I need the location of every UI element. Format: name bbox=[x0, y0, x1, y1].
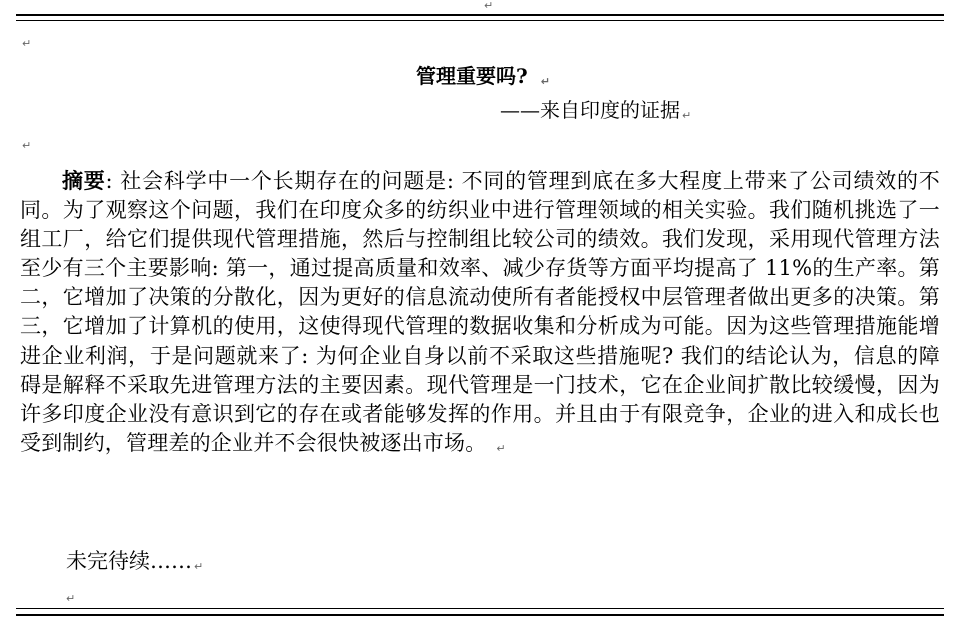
document-subtitle bbox=[500, 98, 692, 122]
closing-text: 未完待续…… bbox=[66, 549, 192, 573]
paragraph-mark: ↵ bbox=[66, 592, 76, 605]
abstract-label: 摘要 bbox=[62, 168, 106, 193]
paragraph-mark: ↵ bbox=[194, 560, 204, 573]
paragraph-mark: ↵ bbox=[682, 109, 692, 122]
bottom-rule-thick bbox=[16, 614, 944, 616]
paragraph-mark: ↵ bbox=[484, 0, 494, 12]
closing-line bbox=[66, 549, 204, 573]
title-text: 管理重要吗? bbox=[416, 64, 528, 88]
abstract-colon: : bbox=[105, 169, 113, 193]
abstract-paragraph bbox=[20, 166, 940, 458]
paragraph-mark: ↵ bbox=[540, 75, 550, 88]
document-title bbox=[0, 64, 960, 88]
subtitle-text: ——来自印度的证据 bbox=[500, 98, 680, 122]
top-rule-thick bbox=[16, 14, 944, 16]
top-rule-thin bbox=[16, 20, 944, 21]
paragraph-mark: ↵ bbox=[496, 441, 506, 455]
paragraph-mark: ↵ bbox=[22, 37, 32, 50]
bottom-rule-thin bbox=[16, 608, 944, 609]
abstract-text: 社会科学中一个长期存在的问题是: 不同的管理到底在多大程度上带来了公司绩效的不同。为了观察这个问题，我们在印度众多的纺织业中进行管理领域的相关实验。我们随机挑选了一组工厂，给它们提供现代管理措施，然后与控制组比较公司的绩效。我们发现，采用现代管理方法至少有三个主要影响: 第一，通过提高质量和效率、减少存货等方面平均提高了 11%的生产率。第二，它增加了决策的分散化，因为更好的信息流动使所有者能授权中层管理者做出更多的决策。第三，它增加了计算机的使用，这使得现代管理的数据收集和分析成为可能。因为这些管理措施能增进企业利润，于是问题就来了: 为何企业自身以前不采取这些措施呢? 我们的结论认为，信息的障碍是解释不采取先进管理方法的主要因素。现代管理是一门技术，它在企业间扩散比较缓慢，因为许多印度企业没有意识到它的存在或者能够发挥的作用。并且由于有限竞争，企业的进入和成长也受到制约，管理差的企业并不会很快被逐出市场。 bbox=[20, 169, 940, 455]
paragraph-mark: ↵ bbox=[22, 139, 32, 152]
